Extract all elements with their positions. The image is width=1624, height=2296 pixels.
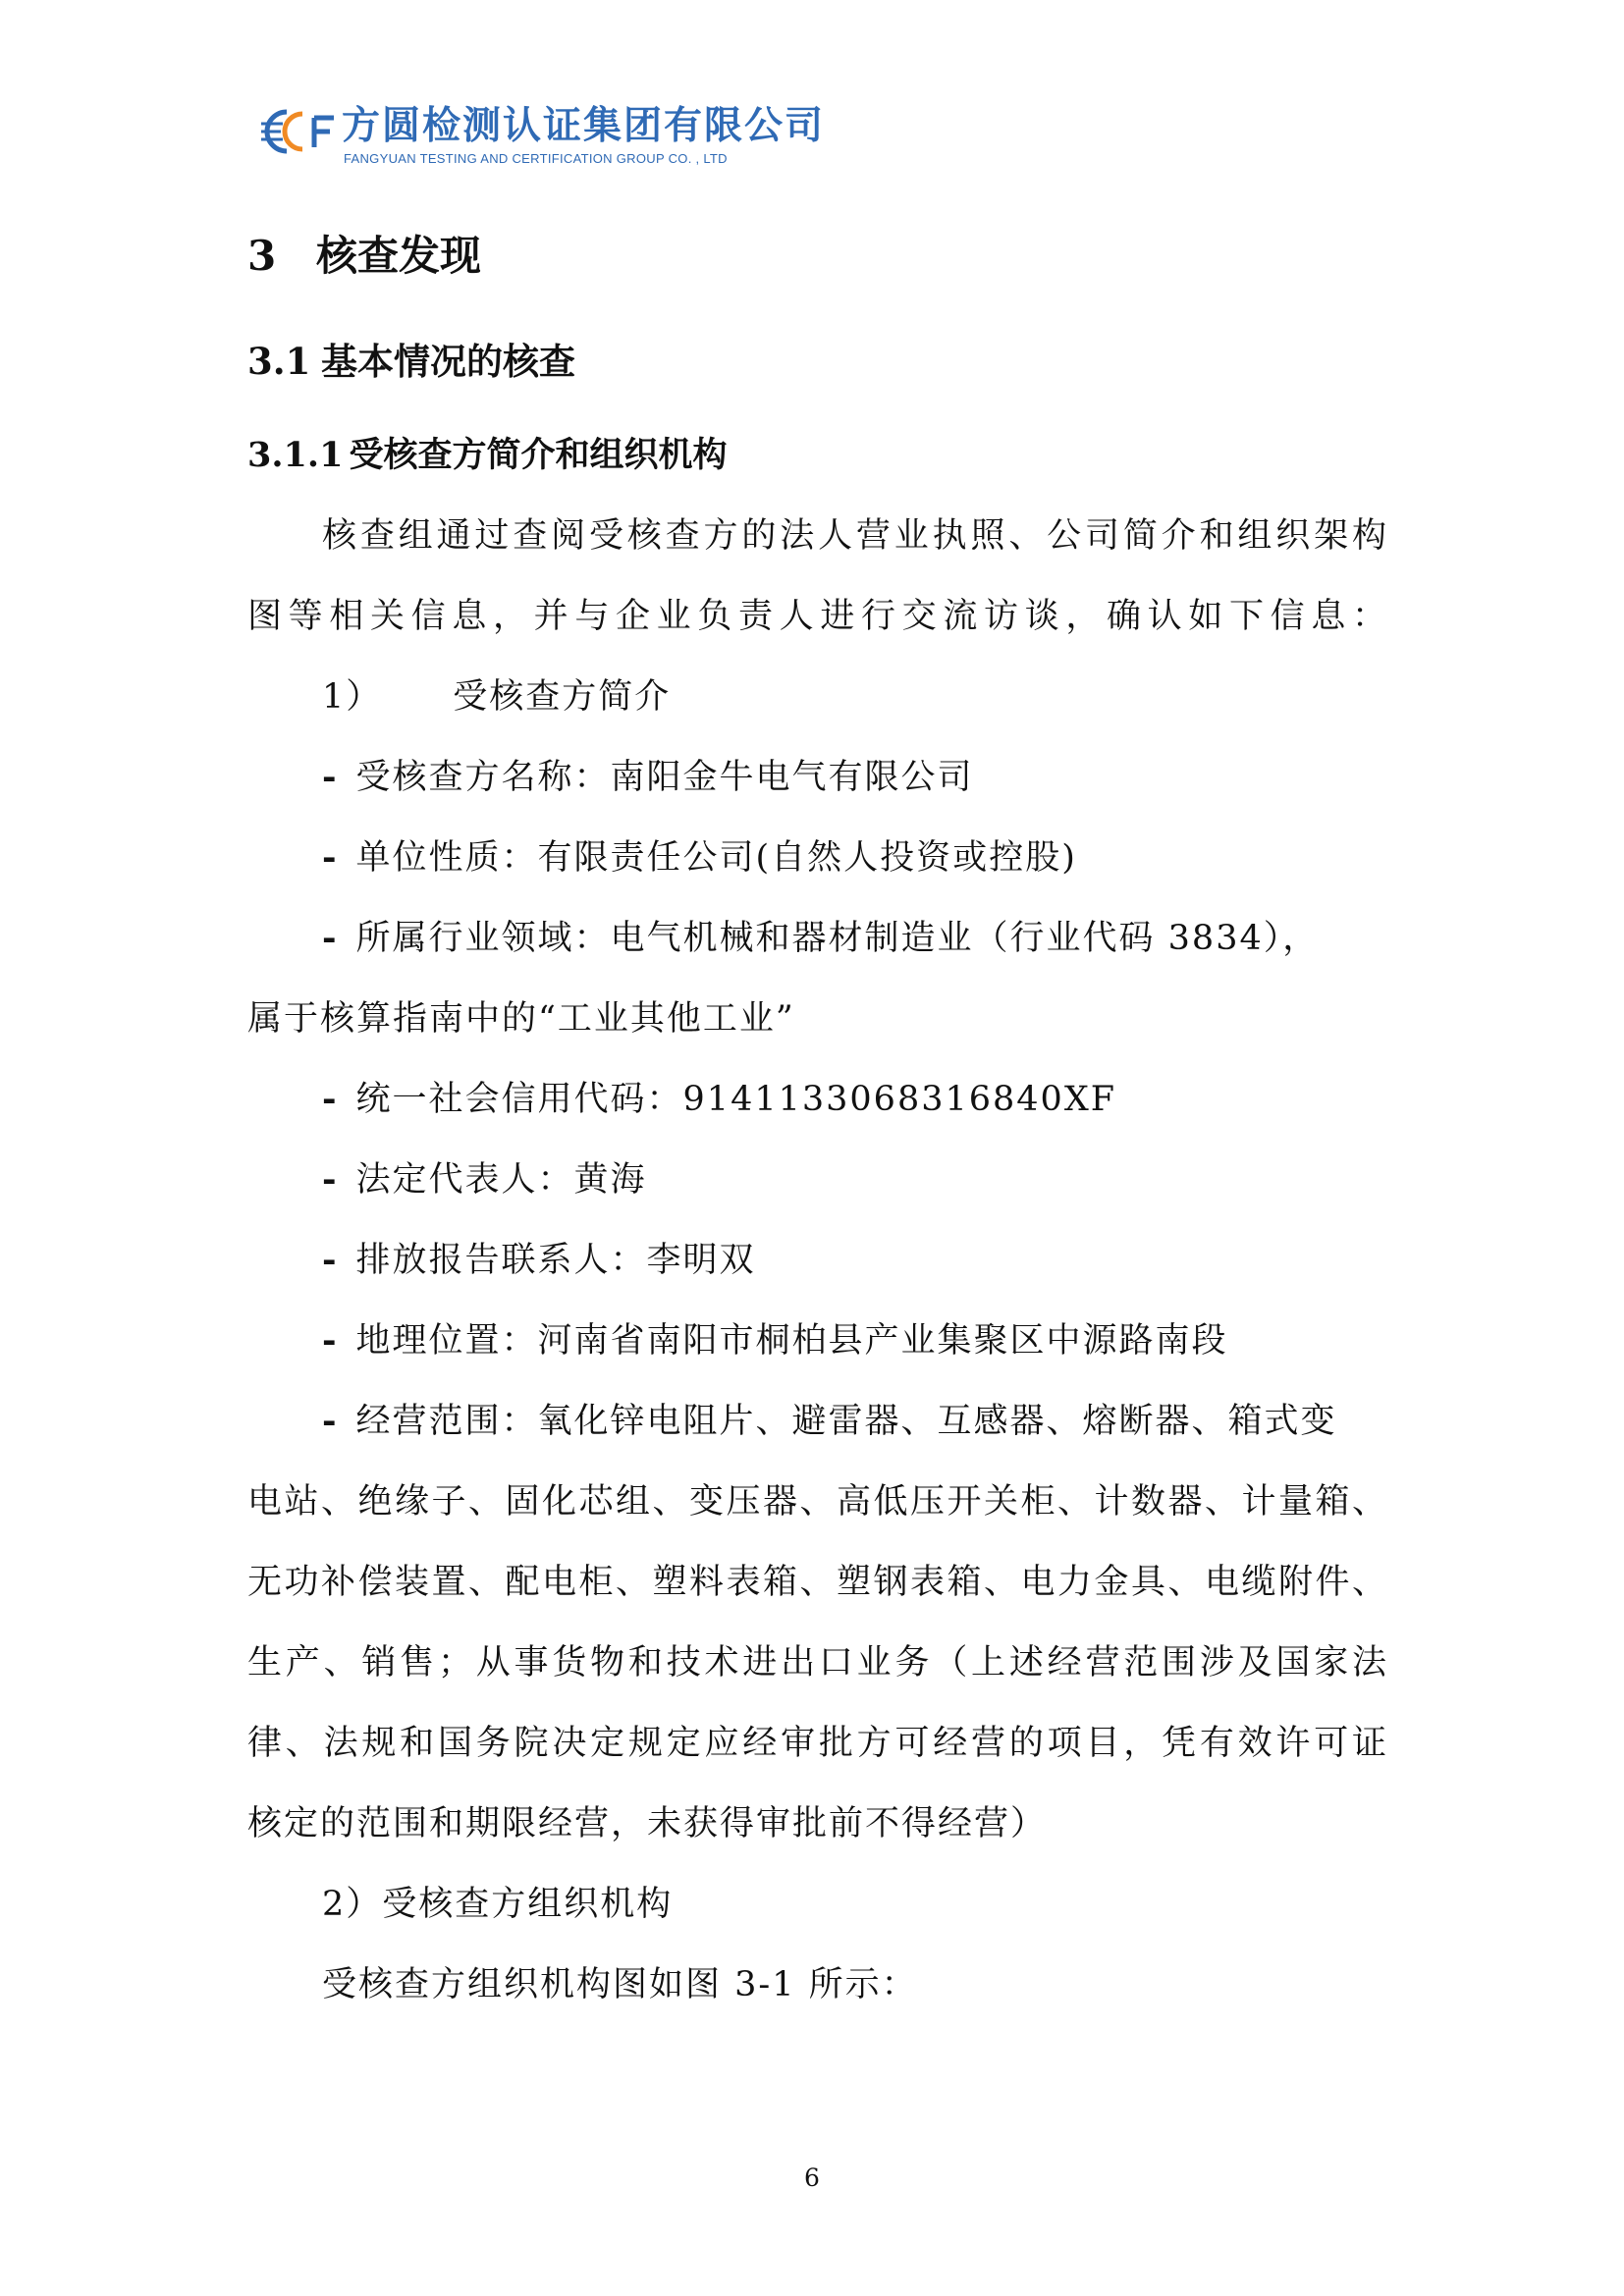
subsection-heading (247, 332, 575, 385)
scope-line-5: 律、法规和国务院决定规定应经审批方可经营的项目，凭有效许可证 (247, 1724, 1388, 1763)
bullet-dash: - (322, 1240, 339, 1280)
bullet-nature (322, 830, 1077, 880)
scope-line-4: 生产、销售；从事货物和技术进出口业务（上述经营范围涉及国家法 (247, 1643, 1388, 1682)
bullet-location (322, 1313, 1228, 1362)
bullet-dash: - (322, 1159, 339, 1200)
subsubsection-heading (247, 428, 727, 477)
bullet-text: 经营范围：氧化锌电阻片、避雷器、互感器、熔断器、箱式变 (355, 1402, 1337, 1441)
company-name-en: FANGYUAN TESTING AND CERTIFICATION GROUP CO. , LTD (344, 151, 728, 166)
bullet-scope (322, 1394, 1337, 1443)
bullet-dash: - (322, 837, 339, 878)
scope-line-6: 核定的范围和期限经营，未获得审批前不得经营） (247, 1804, 1048, 1843)
bullet-dash: - (322, 1320, 339, 1361)
bullet-dash: - (322, 918, 339, 958)
bullet-text: 法定代表人：黄海 (355, 1160, 647, 1200)
bullet-text: 所属行业领域：电气机械和器材制造业（行业代码 3834）， (355, 919, 1320, 958)
bullet-industry-cont: 属于核算指南中的“工业其他工业” (247, 999, 795, 1039)
bullet-text: 排放报告联系人：李明双 (355, 1241, 756, 1280)
ccf-logo-icon (257, 102, 340, 161)
figure-reference: 受核查方组织机构图如图 3-1 所示： (322, 1965, 918, 2004)
intro-line-2: 图等相关信息，并与企业负责人进行交流访谈，确认如下信息： (247, 597, 1388, 636)
item1-title: 受核查方简介 (453, 677, 672, 717)
item1-heading (322, 669, 671, 719)
intro-line-1: 核查组通过查阅受核查方的法人营业执照、公司简介和组织架构 (322, 516, 1388, 556)
item1-number: 1） (322, 677, 383, 717)
bullet-text: 单位性质：有限责任公司(自然人投资或控股) (355, 838, 1077, 878)
bullet-dash: - (322, 1401, 339, 1441)
subsection-number: 3.1 (247, 340, 311, 383)
section-heading (247, 224, 481, 283)
bullet-contact (322, 1233, 756, 1282)
bullet-industry (322, 911, 1319, 960)
bullet-credit-code (322, 1072, 1116, 1121)
page-number: 6 (804, 2163, 820, 2192)
section-title: 核查发现 (316, 232, 482, 280)
bullet-dash: - (322, 1079, 339, 1119)
company-logo (257, 102, 826, 173)
bullet-legal-rep (322, 1152, 647, 1201)
bullet-text: 地理位置：河南省南阳市桐柏县产业集聚区中源路南段 (355, 1321, 1228, 1361)
bullet-company-name (322, 750, 974, 799)
company-name-cn: 方圆检测认证集团有限公司 (342, 104, 826, 148)
bullet-text: 统一社会信用代码：9141133068316840XF (355, 1080, 1117, 1119)
subsubsection-number: 3.1.1 (247, 435, 344, 475)
section-number: 3 (247, 232, 277, 280)
scope-line-2: 电站、绝缘子、固化芯组、变压器、高低压开关柜、计数器、计量箱、 (247, 1482, 1388, 1522)
subsubsection-title: 受核查方简介和组织机构 (349, 435, 728, 475)
subsection-title: 基本情况的核查 (321, 340, 575, 383)
bullet-dash: - (322, 757, 339, 797)
scope-line-3: 无功补偿装置、配电柜、塑料表箱、塑钢表箱、电力金具、电缆附件、 (247, 1563, 1388, 1602)
bullet-text: 受核查方名称：南阳金牛电气有限公司 (355, 758, 974, 797)
item2-heading: 2）受核查方组织机构 (322, 1885, 674, 1924)
